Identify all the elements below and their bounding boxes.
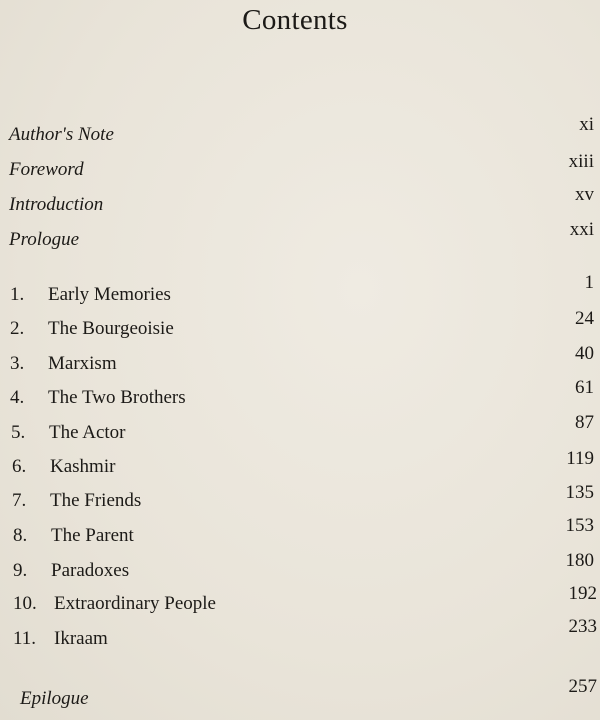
toc-entry-chapter-2 (0, 308, 600, 348)
toc-entry-page: 135 (565, 482, 594, 503)
chapter-title: Ikraam (54, 628, 108, 649)
page-title: Contents (242, 4, 348, 36)
toc-entry-page: 257 (568, 676, 597, 697)
toc-entry-chapter-10 (0, 583, 600, 623)
toc-entry-page: xxi (569, 219, 594, 240)
toc-entry-title (10, 284, 171, 306)
chapter-title: Early Memories (48, 284, 171, 305)
chapter-number: 8. (13, 525, 28, 546)
chapter-title: Paradoxes (51, 560, 130, 581)
toc-entry-chapter-1 (0, 272, 600, 314)
chapter-number: 2. (10, 318, 25, 339)
chapter-number: 11. (13, 628, 37, 649)
chapter-number: 1. (10, 284, 25, 305)
chapter-title: The Two Brothers (48, 387, 186, 408)
toc-entry-authors-note (0, 114, 600, 154)
toc-entry-page: 233 (568, 616, 597, 637)
toc-entry-title (10, 353, 117, 375)
toc-entry-title (12, 490, 141, 512)
toc-entry-foreword (0, 151, 600, 189)
toc-entry-title (13, 560, 129, 582)
toc-entry-prologue (0, 219, 600, 259)
toc-entry-page: 61 (575, 377, 594, 398)
toc-entry-chapter-5 (0, 412, 600, 452)
toc-entry-title: Author's Note (9, 124, 114, 145)
chapter-number: 9. (13, 560, 28, 581)
toc-entry-chapter-9 (0, 550, 600, 590)
chapter-title: The Actor (49, 422, 126, 443)
toc-entry-page: 180 (565, 550, 594, 571)
toc-entry-chapter-11 (0, 616, 600, 658)
chapter-number: 10. (13, 593, 37, 614)
toc-entry-introduction (0, 184, 600, 224)
chapter-title: Kashmir (50, 456, 116, 477)
chapter-number: 6. (12, 456, 27, 477)
toc-entry-chapter-4 (0, 377, 600, 417)
toc-entry-page: 153 (565, 515, 594, 536)
toc-entry-chapter-6 (0, 448, 600, 486)
chapter-number: 5. (11, 422, 26, 443)
chapter-number: 4. (10, 387, 25, 408)
chapter-number: 3. (10, 353, 25, 374)
toc-entry-chapter-3 (0, 343, 600, 383)
chapter-title: Extraordinary People (54, 593, 216, 614)
toc-entry-title (13, 593, 216, 615)
toc-entry-title (10, 318, 174, 340)
toc-entry-chapter-8 (0, 515, 600, 555)
toc-entry-title (11, 422, 126, 444)
toc-entry-page: 24 (575, 308, 594, 329)
toc-entry-page: xiii (568, 151, 594, 172)
toc-entry-title (10, 387, 186, 409)
toc-entry-page: 1 (584, 272, 594, 293)
chapter-title: The Bourgeoisie (48, 318, 174, 339)
toc-entry-page: 87 (575, 412, 594, 433)
toc-entry-title: Introduction (9, 194, 104, 215)
chapter-number: 7. (12, 490, 27, 511)
toc-entry-page: 192 (568, 583, 597, 604)
chapter-title: The Parent (51, 525, 134, 546)
chapter-title: The Friends (50, 490, 142, 511)
toc-entry-chapter-7 (0, 482, 600, 520)
chapter-title: Marxism (48, 353, 117, 374)
toc-entry-title: Foreword (9, 159, 84, 180)
toc-entry-title (12, 456, 115, 478)
toc-entry-page: xi (579, 114, 594, 135)
toc-entry-page: 40 (575, 343, 594, 364)
toc-entry-title (13, 525, 134, 547)
toc-entry-page: 119 (566, 448, 594, 469)
toc-entry-title: Epilogue (20, 688, 89, 709)
toc-entry-epilogue (0, 676, 600, 718)
toc-entry-title: Prologue (9, 229, 80, 250)
toc-entry-title (13, 628, 108, 650)
toc-entry-page: xv (575, 184, 594, 205)
